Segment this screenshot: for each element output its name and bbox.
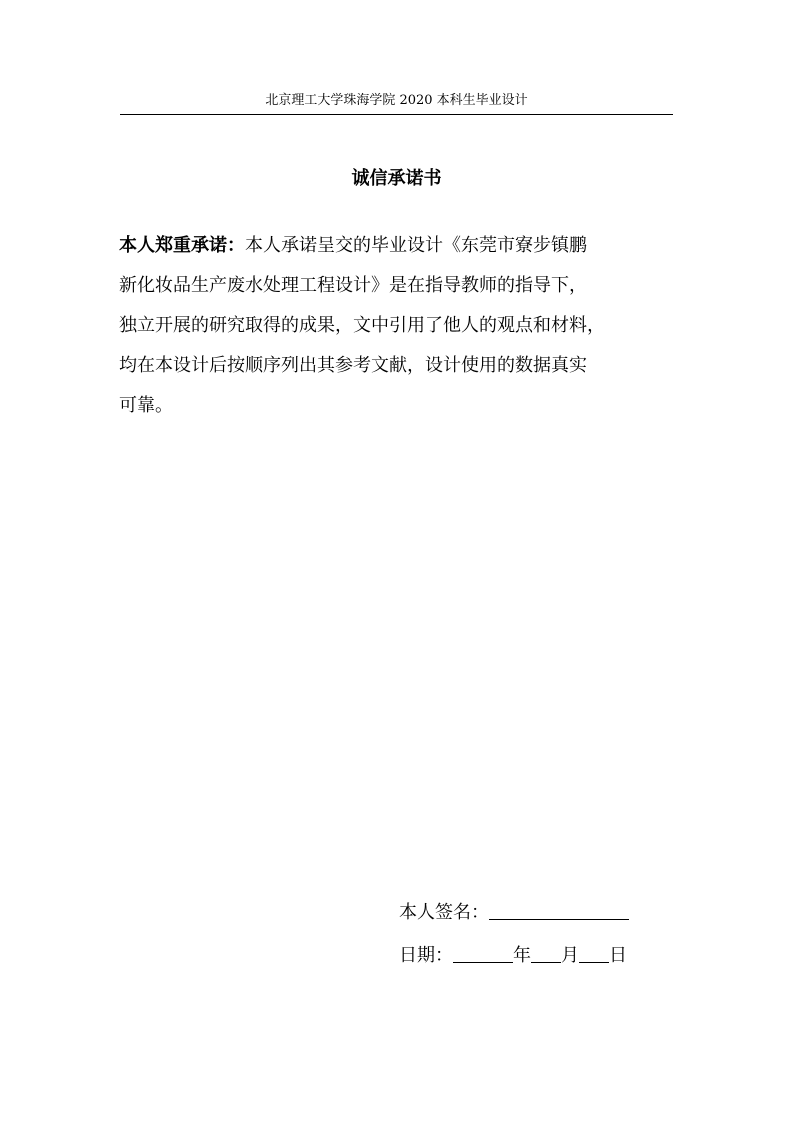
signature-row [399,895,659,927]
page-title: 诚信承诺书 [351,168,442,189]
month-blank[interactable] [531,938,561,963]
running-header [120,92,673,115]
pledge-lead: 本人郑重承诺： [119,235,245,256]
signature-label: 本人签名： [399,902,489,923]
day-label: 日 [609,945,627,966]
pledge-line: 新化妆品生产废水处理工程设计》是在指导教师的指导下， [119,275,587,296]
pledge-line: 可靠。 [119,395,173,416]
signature-block [399,895,659,970]
pledge-paragraph [119,226,659,426]
day-blank[interactable] [579,938,609,963]
year-label: 年 [513,945,531,966]
month-label: 月 [561,945,579,966]
year-blank[interactable] [453,938,513,963]
pledge-line: 均在本设计后按顺序列出其参考文献，设计使用的数据真实 [119,355,587,376]
running-header-text: 北京理工大学珠海学院 2020 本科生毕业设计 [265,93,528,108]
date-row [399,938,659,970]
signature-blank[interactable] [489,895,629,920]
pledge-line: 独立开展的研究取得的成果，文中引用了他人的观点和材料， [119,315,605,336]
date-label: 日期： [399,945,453,966]
pledge-line: 本人承诺呈交的毕业设计《东莞市寮步镇鹏 [245,235,587,256]
